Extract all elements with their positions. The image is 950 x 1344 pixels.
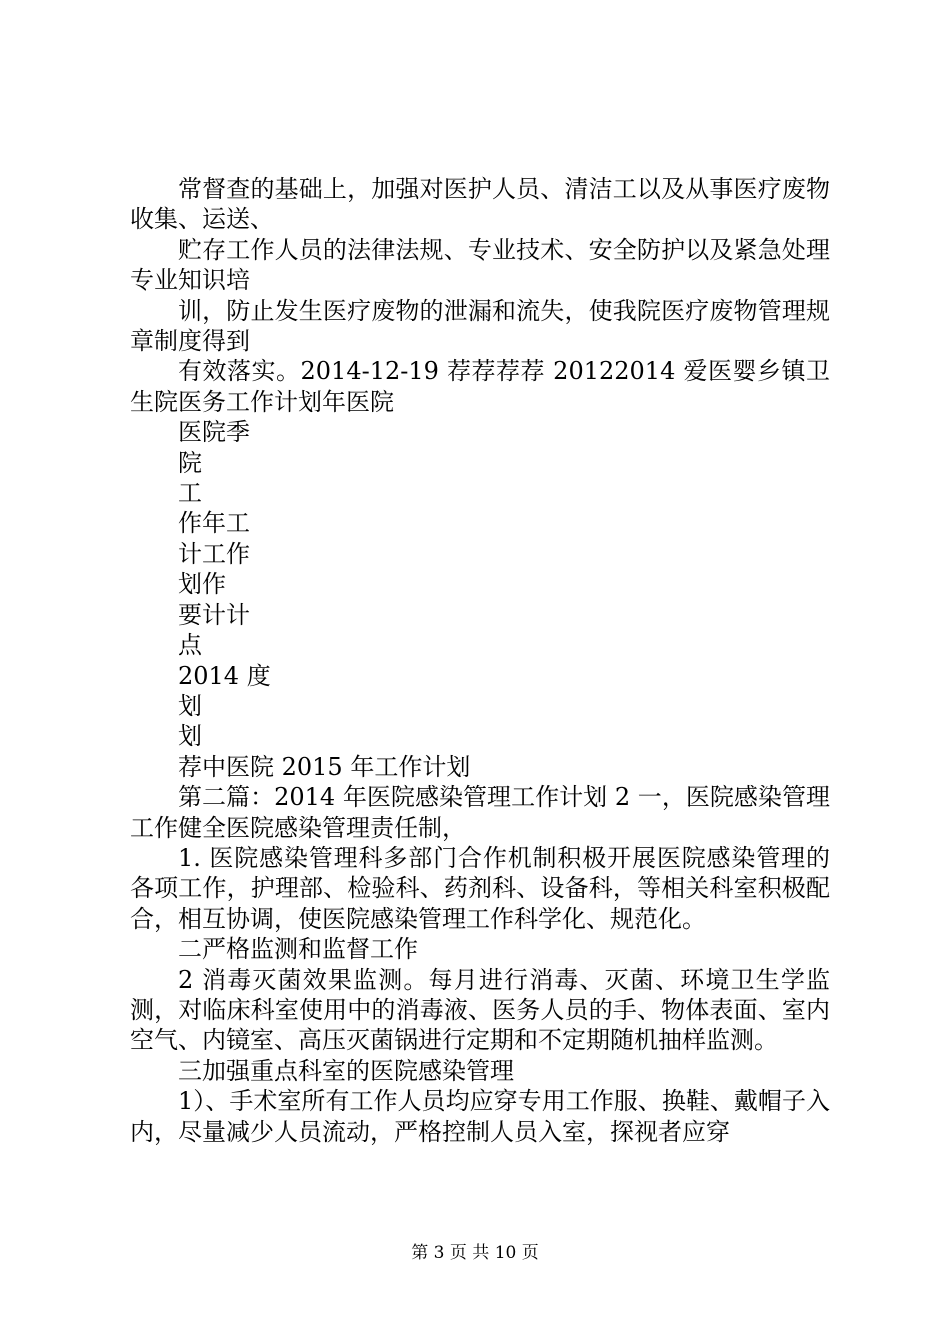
document-body	[130, 174, 830, 1147]
paragraph: 划	[178, 691, 202, 720]
paragraph: 二严格监测和监督工作	[178, 935, 418, 964]
paragraph: 荐中医院 2015 年工作计划	[178, 752, 471, 781]
paragraph: 医院季	[178, 418, 250, 447]
page-number-footer: 第 3 页 共 10 页	[411, 1243, 539, 1263]
paragraph: 1. 医院感染管理科多部门合作机制积极开展医院感染管理的各项工作，护理部、检验科、药剂科、设备科，等相关科室积极配合，相互协调，使医院感染管理工作科学化、规范化。	[130, 843, 830, 933]
paragraph: 有效落实。2014-12-19 荐荐荐荐 20122014 爱医婴乡镇卫生院医务工作计划年医院	[130, 357, 830, 416]
paragraph: 划作	[178, 570, 226, 599]
paragraph: 2014 度	[178, 661, 271, 690]
paragraph: 要计计	[178, 600, 250, 629]
paragraph: 训，防止发生医疗废物的泄漏和流失，使我院医疗废物管理规章制度得到	[130, 296, 830, 356]
paragraph: 工	[178, 479, 202, 508]
paragraph: 划	[178, 722, 202, 751]
paragraph: 点	[178, 631, 202, 660]
paragraph: 第二篇：2014 年医院感染管理工作计划 2 一，医院感染管理工作健全医院感染管理责任制，	[130, 783, 830, 842]
paragraph: 计工作	[178, 539, 250, 568]
paragraph: 作年工	[178, 509, 250, 538]
paragraph: 常督查的基础上，加强对医护人员、清洁工以及从事医疗废物收集、运送、	[130, 175, 830, 234]
paragraph: 院	[178, 448, 202, 477]
paragraph: 1）、手术室所有工作人员均应穿专用工作服、换鞋、戴帽子入内，尽量减少人员流动，严格控制人员入室，探视者应穿	[130, 1087, 830, 1146]
paragraph: 贮存工作人员的法律法规、专业技术、安全防护以及紧急处理专业知识培	[130, 235, 830, 295]
paragraph: 三加强重点科室的医院感染管理	[178, 1056, 514, 1085]
paragraph: 2 消毒灭菌效果监测。每月进行消毒、灭菌、环境卫生学监测，对临床科室使用中的消毒液、医务人员的手、物体表面、室内空气、内镜室、高压灭菌锅进行定期和不定期随机抽样监测。	[130, 965, 830, 1055]
